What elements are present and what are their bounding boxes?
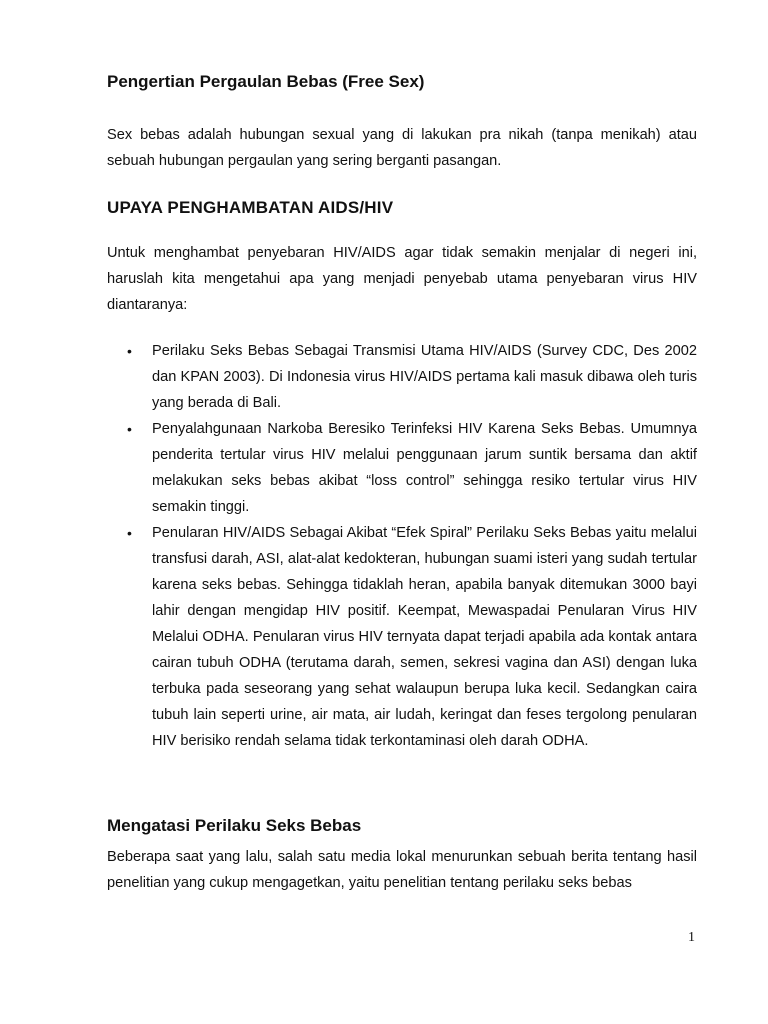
document-content <box>107 70 697 896</box>
list-item-text: Penyalahgunaan Narkoba Beresiko Terinfeksi HIV Karena Seks Bebas. Umumnya penderita tertular virus HIV melalui penggunaan jarum suntik bersama dan aktif melakukan seks bebas akibat “loss control” sehingga resiko tertular virus HIV semakin tinggi. <box>152 421 697 515</box>
section-heading-mengatasi: Mengatasi Perilaku Seks Bebas <box>107 816 362 835</box>
intro-paragraph: Sex bebas adalah hubungan sexual yang di lakukan pra nikah (tanpa menikah) atau sebuah hubungan pergaulan yang sering berganti pasangan. <box>107 127 697 169</box>
cause-list <box>107 338 697 754</box>
list-item <box>107 520 697 754</box>
bullet-icon: • <box>127 343 132 359</box>
list-item-text: Penularan HIV/AIDS Sebagai Akibat “Efek Spiral” Perilaku Seks Bebas yaitu melalui transfusi darah, ASI, alat-alat kedokteran, hubungan suami isteri yang sudah tertular karena seks bebas. Sehingga tidaklah heran, apabila banyak ditemukan 3000 bayi lahir dengan mengidap HIV positif. Keempat, Mewaspadai Penularan Virus HIV Melalui ODHA. Penularan virus HIV ternyata dapat terjadi apabila ada kontak antara cairan tubuh ODHA (terutama darah, semen, sekresi vagina dan ASI) dengan luka terbuka pada seseorang yang sehat walaupun berupa luka kecil. Sedangkan caira tubuh lain seperti urine, air mata, air ludah, keringat dan feses tergolong penularan HIV berisiko rendah selama tidak terkontaminasi oleh darah ODHA. <box>152 525 697 749</box>
section1-paragraph: Untuk menghambat penyebaran HIV/AIDS agar tidak semakin menjalar di negeri ini, haruslah kita mengetahui apa yang menjadi penyebab utama penyebaran virus HIV diantaranya: <box>107 245 697 313</box>
page-number: 1 <box>688 930 695 945</box>
list-item <box>107 338 697 416</box>
doc-title: Pengertian Pergaulan Bebas (Free Sex) <box>107 72 425 91</box>
list-item-text: Perilaku Seks Bebas Sebagai Transmisi Utama HIV/AIDS (Survey CDC, Des 2002 dan KPAN 2003). Di Indonesia virus HIV/AIDS pertama kali masuk dibawa oleh turis yang berada di Bali. <box>152 343 697 411</box>
section-heading-upaya: UPAYA PENGHAMBATAN AIDS/HIV <box>107 198 394 217</box>
section2-paragraph: Beberapa saat yang lalu, salah satu media lokal menurunkan sebuah berita tentang hasil penelitian yang cukup mengagetkan, yaitu penelitian tentang perilaku seks bebas <box>107 849 697 891</box>
list-item <box>107 416 697 520</box>
bullet-icon: • <box>127 421 132 437</box>
bullet-icon: • <box>127 525 132 541</box>
